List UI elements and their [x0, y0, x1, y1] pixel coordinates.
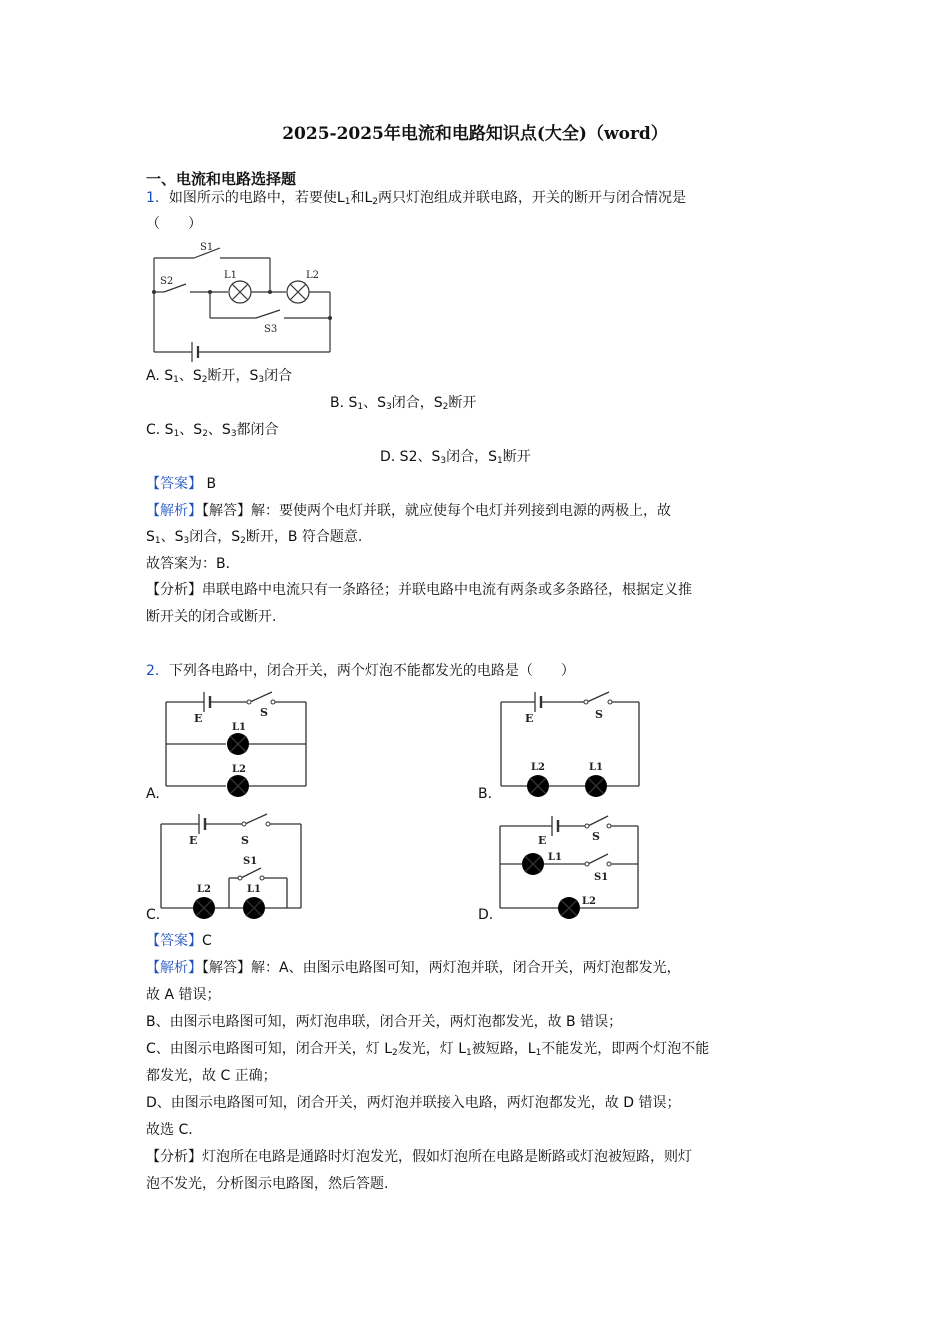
q2-option-b-label: B. — [478, 786, 493, 802]
q2-circuit-b — [495, 690, 645, 800]
q2-analysis-c-cont: 都发光，故 C 正确； — [146, 1068, 277, 1084]
svg-text:L1: L1 — [548, 852, 562, 863]
q2-analysis: 【解析】【解答】解：A、由图示电路图可知，两灯泡并联，闭合开关，两灯泡都发光， — [146, 960, 681, 976]
q1-label-s2: S2 — [160, 276, 174, 287]
svg-text:E: E — [189, 834, 198, 847]
svg-text:L2: L2 — [531, 762, 545, 773]
q1-circuit-diagram — [140, 236, 340, 358]
q1-option-b: B. $S_1$、$S_3$闭合，$S_2$断开 — [330, 395, 477, 412]
q2-circuit-c — [155, 810, 307, 922]
q1-label-s1: S1 — [200, 242, 214, 253]
q2-analysis-b: B、由图示电路图可知，两灯泡串联，闭合开关，两灯泡都发光，故 B 错误； — [146, 1014, 623, 1030]
svg-text:L1: L1 — [232, 722, 246, 733]
svg-text:E: E — [194, 712, 203, 725]
q2-answer: 【答案】C — [146, 933, 212, 949]
q2-conclusion: 故选 C． — [146, 1122, 203, 1138]
q1-label-s3: S3 — [264, 324, 278, 335]
svg-text:S: S — [260, 706, 268, 719]
q1-paren: （ ） — [146, 216, 202, 232]
q2-circuit-d — [494, 810, 644, 922]
q2-number: 2． — [146, 663, 169, 679]
svg-text:E: E — [525, 712, 534, 725]
q1-option-a: A. $S_1$、$S_2$断开，$S_3$闭合 — [146, 368, 293, 385]
q1-conclusion: 故答案为：B． — [146, 556, 240, 572]
q2-option-d-label: D. — [478, 907, 494, 923]
q1-commentary-cont: 断开关的闭合或断开. — [146, 609, 277, 625]
svg-text:L1: L1 — [589, 762, 603, 773]
q2-commentary: 【分析】灯泡所在电路是通路时灯泡发光，假如灯泡所在电路是断路或灯泡被短路，则灯 — [146, 1149, 692, 1165]
q1-label-l1: L1 — [224, 270, 238, 281]
q2-option-c-label: C. — [146, 907, 161, 923]
q1-option-c: C. $S_1$、$S_2$、$S_3$都闭合 — [146, 422, 279, 439]
q1-label-l2: L2 — [306, 270, 320, 281]
q1-answer: 【答案】 B — [146, 476, 217, 492]
svg-text:S: S — [592, 830, 600, 843]
svg-text:S1: S1 — [243, 856, 258, 867]
svg-text:E: E — [538, 834, 547, 847]
q2-stem: 2．下列各电路中，闭合开关，两个灯泡不能都发光的电路是（ ） — [146, 663, 575, 679]
svg-text:S: S — [241, 834, 249, 847]
q1-analysis: 【解析】【解答】解：要使两个电灯并联，就应使每个电灯并列接到电源的两极上，故 — [146, 503, 671, 519]
q2-circuit-a — [160, 690, 310, 800]
q2-commentary-cont: 泡不发光，分析图示电路图，然后答题. — [146, 1176, 389, 1192]
q1-number: 1． — [146, 190, 169, 206]
q2-analysis-a2: 故 A 错误； — [146, 987, 221, 1003]
svg-text:L2: L2 — [197, 884, 211, 895]
q2-analysis-d: D、由图示电路图可知，闭合开关，两灯泡并联接入电路，两灯泡都发光，故 D 错误； — [146, 1095, 681, 1111]
svg-text:L2: L2 — [582, 896, 596, 907]
q1-option-d: D. S2、$S_3$闭合，$S_1$断开 — [380, 449, 531, 466]
q1-commentary: 【分析】串联电路中电流只有一条路径；并联电路中电流有两条或多条路径，根据定义推 — [146, 582, 692, 598]
q2-analysis-c: C、由图示电路图可知，闭合开关，灯 $L_2$发光，灯 $L_1$被短路，$L_1$不能发光，即两个灯泡不能 — [146, 1041, 710, 1058]
svg-text:L2: L2 — [232, 764, 246, 775]
svg-text:L1: L1 — [247, 884, 261, 895]
section-heading: 一、电流和电路选择题 — [146, 170, 297, 188]
svg-text:S: S — [595, 708, 603, 721]
svg-text:S1: S1 — [594, 872, 609, 883]
q1-analysis-cont: $S_1$、$S_3$闭合，$S_2$断开，B 符合题意. — [146, 529, 363, 546]
q1-stem: 1．如图所示的电路中，若要使$L_1$和$L_2$两只灯泡组成并联电路，开关的断开与闭合情况是 — [146, 190, 687, 207]
q2-option-a-label: A. — [146, 786, 160, 802]
page-title: 2025-2025年电流和电路知识点(大全)（word） — [282, 124, 668, 144]
